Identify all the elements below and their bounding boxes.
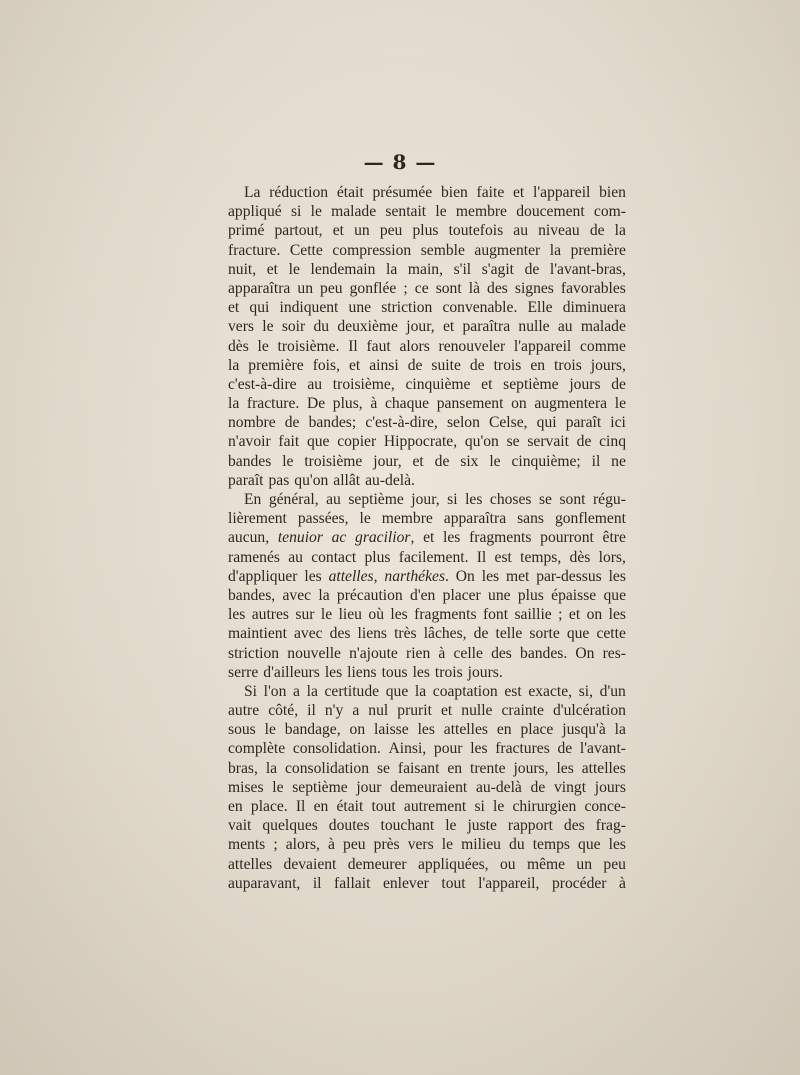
text-line: fracture. Cette compression semble augmenter la première — [228, 241, 626, 259]
text-line: et qui indiquent une striction convenable. Elle diminuera — [228, 299, 626, 317]
text-line: en place. Il en était tout autrement si le chirurgien conce- — [228, 798, 626, 815]
text-line: complète consolidation. Ainsi, pour les fractures de l'avant- — [228, 740, 626, 758]
body-text — [228, 183, 626, 893]
text-line: striction nouvelle n'ajoute rien à celle des bandes. On res- — [228, 644, 626, 662]
text-line: appliqué si le malade sentait le membre doucement com- — [228, 203, 626, 221]
text-line: la première fois, et ainsi de suite de trois en trois jours, — [228, 356, 626, 374]
text-line: paraît pas qu'on allât au-delà. — [228, 471, 415, 489]
text-line: les autres sur le lieu où les fragments font saillie ; et on les — [228, 606, 626, 624]
text-line: auparavant, il fallait enlever tout l'appareil, procéder à — [228, 874, 626, 892]
text-line: d'appliquer les attelles, narthékes. On les met par-dessus les — [228, 567, 626, 585]
text-line: bandes, avec la précaution d'en placer une plus épaisse que — [228, 586, 626, 604]
text-line: vait quelques doutes touchant le juste rapport des frag- — [228, 817, 626, 835]
text-line: attelles devaient demeurer appliquées, ou même un peu — [228, 855, 626, 873]
text-line: ramenés au contact plus facilement. Il est temps, dès lors, — [228, 548, 626, 566]
text-line: ments ; alors, à peu près vers le milieu du temps que les — [228, 836, 626, 854]
text-line: mises le septième jour demeuraient au-delà de vingt jours — [228, 778, 626, 796]
text-line: c'est-à-dire au troisième, cinquième et septième jours de — [228, 375, 626, 393]
text-line: nombre de bandes; c'est-à-dire, selon Celse, qui paraît ici — [228, 414, 626, 432]
text-line: apparaîtra un peu gonflée ; ce sont là des signes favorables — [228, 279, 626, 297]
text-line: bandes le troisième jour, et de six le cinquième; il ne — [228, 452, 626, 470]
text-line: maintient avec des liens très lâches, de telle sorte que cette — [228, 625, 626, 643]
page-number: — 8 — — [363, 150, 437, 174]
text-line: dès le troisième. Il faut alors renouveler l'appareil comme — [228, 337, 626, 355]
paragraph — [228, 490, 626, 682]
text-line: sous le bandage, on laisse les attelles en place jusqu'à la — [228, 721, 626, 739]
text-line: serre d'ailleurs les liens tous les trois jours. — [228, 663, 503, 681]
paragraph — [228, 183, 626, 490]
text-line: autre côté, il n'y a nul prurit et nulle crainte d'ulcération — [228, 702, 626, 720]
text-line: En général, au septième jour, si les choses se sont régu- — [244, 491, 626, 508]
text-line: bras, la consolidation se faisant en trente jours, les attelles — [228, 759, 626, 777]
text-line: aucun, tenuior ac gracilior, et les fragments pourront être — [228, 529, 626, 547]
text-line: vers le soir du deuxième jour, et paraîtra nulle au malade — [228, 318, 626, 336]
text-line: La réduction était présumée bien faite et l'appareil bien — [244, 184, 626, 201]
paragraph — [228, 682, 626, 893]
text-line: nuit, et le lendemain la main, s'il s'agit de l'avant-bras, — [228, 260, 626, 278]
text-line: n'avoir fait que copier Hippocrate, qu'on se servait de cinq — [228, 433, 626, 451]
text-line: la fracture. De plus, à chaque pansement on augmentera le — [228, 395, 626, 413]
text-line: primé partout, et un peu plus toutefois au niveau de la — [228, 222, 626, 240]
text-line: lièrement passées, le membre apparaîtra sans gonflement — [228, 510, 626, 528]
text-line: Si l'on a la certitude que la coaptation est exacte, si, d'un — [244, 682, 626, 700]
